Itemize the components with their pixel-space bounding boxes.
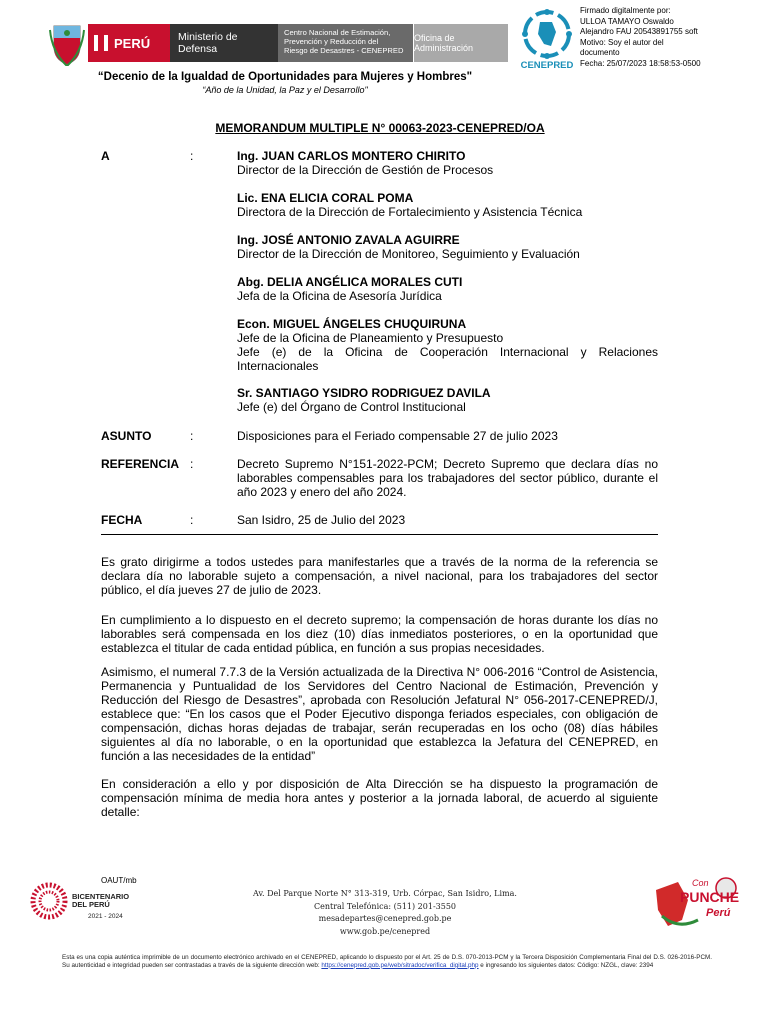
reference-value: Decreto Supremo N°151-2022-PCM; Decreto Supremo que declara días no laborables compensables para los trabajadores del sector público, durante el año 2023 y enero del año 2024.	[237, 457, 658, 499]
colon: :	[190, 429, 194, 443]
colon: :	[190, 149, 194, 163]
signature-line: Fecha: 25/07/2023 18:58:53-0500	[580, 58, 701, 68]
recipient	[237, 191, 658, 219]
logo-punche: PUNCHE	[680, 889, 740, 905]
recipient-name: Sr. SANTIAGO YSIDRO RODRIGUEZ DAVILA	[237, 386, 491, 400]
signature-line: documento	[580, 48, 620, 57]
recipient-name: Econ. MIGUEL ÁNGELES CHUQUIRUNA	[237, 317, 467, 331]
peru-coat-of-arms-icon	[48, 22, 86, 66]
signature-line: Motivo: Soy el autor del	[580, 37, 664, 47]
recipient-role: Directora de la Dirección de Fortalecimiento y Asistencia Técnica	[237, 205, 583, 219]
signature-line: ULLOA TAMAYO Oswaldo	[580, 16, 674, 26]
body-paragraph: Asimismo, el numeral 7.7.3 de la Versión actualizada de la Directiva N° 006-2016 “Control de Asistencia, Permanencia y Puntualidad de los Servidores del Centro Nacional de Estimación, Prevención y Reducción del Riesgo de Desastres”, aprobada con Resolución Jefatural N° 056-2017-CENEPRED/J, establece que: “En los casos que el Poder Ejecutivo disponga feriados especiales, con obligación de compensación, dichas horas dejadas de trabajar, serán recuperadas en los ocho (08) días hábiles siguientes al día no laborable, o en la oportunidad que establezca la Jefatura del CENEPRED, en función a las necesidades de la entidad”	[101, 665, 658, 763]
reference-label: REFERENCIA	[101, 457, 180, 471]
recipient	[237, 149, 658, 177]
recipient-role: Jefa de la Oficina de Asesoría Jurídica	[237, 289, 442, 303]
recipient-name: Lic. ENA ELICIA CORAL POMA	[237, 191, 414, 205]
cenepred-label: CENEPRED	[520, 60, 574, 71]
flag-icon	[94, 35, 108, 51]
colon: :	[190, 513, 194, 527]
recipient	[237, 317, 658, 373]
subject-label: ASUNTO	[101, 429, 152, 443]
recipient	[237, 275, 658, 303]
bicentenario-line: BICENTENARIO	[72, 892, 130, 901]
colon: :	[190, 457, 194, 471]
recipient-role: Jefe (e) del Órgano de Control Institucional	[237, 400, 466, 414]
email-line: mesadepartes@cenepred.gob.pe	[318, 914, 452, 923]
recipient-role: Jefe (e) de la Oficina de Cooperación Internacional y Relaciones Internacionales	[237, 345, 658, 373]
center-block	[278, 24, 413, 62]
date-value: San Isidro, 25 de Julio del 2023	[237, 513, 406, 527]
bicentenario-line: DEL PERÚ	[72, 900, 110, 909]
verification-link[interactable]: https://cenepred.gob.pe/web/sitradoc/verifica_digital.php	[321, 961, 479, 969]
signature-line: Alejandro FAU 20543891755 soft	[580, 27, 698, 36]
office-block	[414, 24, 508, 62]
initials: OAUT/mb	[101, 876, 137, 885]
recipient	[237, 386, 658, 414]
institutional-header	[48, 22, 508, 66]
peru-brand-block	[88, 24, 170, 62]
bicentenario-logo-icon	[30, 882, 68, 920]
recipient-role: Jefe de la Oficina de Planeamiento y Presupuesto	[237, 331, 504, 345]
memo-title: MEMORANDUM MULTIPLE N° 00063-2023-CENEPRED/OA	[215, 121, 545, 135]
to-label: A	[101, 149, 110, 163]
signature-line: Firmado digitalmente por:	[580, 6, 671, 15]
body-paragraph: Es grato dirigirme a todos ustedes para manifestarles que a través de la norma de la referencia se declara día no laborable sujeto a compensación, a nivel nacional, para los trabajadores del sector público, el día jueves 27 de julio de 2023.	[101, 555, 658, 597]
website-line: www.gob.pe/cenepred	[339, 926, 431, 936]
center-line: Prevención y Reducción del	[284, 37, 379, 46]
center-line: Riesgo de Desastres - CENEPRED	[284, 46, 404, 55]
ministry-label: Ministerio de Defensa	[178, 31, 238, 55]
ministry-block	[170, 24, 278, 62]
logo-peru: Perú	[706, 907, 731, 919]
recipient-name: Abg. DELIA ANGÉLICA MORALES CUTI	[237, 275, 463, 289]
recipient	[237, 233, 658, 261]
recipient-name: Ing. JOSÉ ANTONIO ZAVALA AGUIRRE	[237, 233, 460, 247]
country-label: PERÚ	[114, 35, 151, 51]
con-punche-peru-logo-icon	[648, 870, 740, 932]
logo-con: Con	[692, 878, 709, 888]
center-line: Centro Nacional de Estimación,	[284, 28, 391, 37]
bicentenario-years: 2021 - 2024	[88, 913, 123, 920]
bicentenario-label	[72, 893, 129, 909]
digital-signature-stamp	[580, 6, 758, 69]
phone-line: Central Telefónica: (511) 201-3550	[313, 901, 457, 911]
date-label: FECHA	[101, 513, 143, 527]
address-line: Av. Del Parque Norte N° 313-319, Urb. Córpac, San Isidro, Lima.	[253, 889, 517, 898]
recipient-role: Director de la Dirección de Monitoreo, Seguimiento y Evaluación	[237, 247, 580, 261]
disclaimer-text: Esta es una copia auténtica imprimible de un documento electrónico archivado en el CENEPRED, aplicando lo dispuesto por el Art. 25 de D.S. 070-2013-PCM y la Tercera Disposición Complementaria Final del D.S. 026-2016-PCM. Su autenticidad e integridad pueden ser contrastadas a través de la siguiente dirección web:	[62, 954, 712, 969]
footer-address	[230, 888, 540, 938]
office-label: Oficina de Administración	[414, 33, 474, 53]
subject-value: Disposiciones para el Feriado compensable 27 de julio 2023	[237, 429, 558, 443]
recipient-name: Ing. JUAN CARLOS MONTERO CHIRITO	[237, 149, 466, 163]
year-slogan: “Año de la Unidad, la Paz y el Desarrollo"	[202, 85, 368, 95]
body-paragraph: En cumplimiento a lo dispuesto en el decreto supremo; la compensación de horas durante los días no laborables será compensada en los diez (10) días inmediatos posteriores, o en la oportunidad que establezca el titular de cada entidad pública, en función a sus propias necesidades.	[101, 613, 658, 655]
disclaimer-text: e ingresando los siguientes datos: Código: NZGL, clave: 2394	[478, 961, 654, 969]
body-paragraph: En consideración a ello y por disposición de Alta Dirección se ha dispuesto la programación de compensación mínima de media hora antes y posterior a la jornada laboral, de acuerdo al siguiente detalle:	[101, 777, 658, 819]
recipient-role: Director de la Dirección de Gestión de Procesos	[237, 163, 494, 177]
separator-line	[101, 534, 658, 535]
decenio-slogan: “Decenio de la Igualdad de Oportunidades para Mujeres y Hombres"	[97, 71, 473, 83]
authenticity-disclaimer	[62, 954, 712, 970]
